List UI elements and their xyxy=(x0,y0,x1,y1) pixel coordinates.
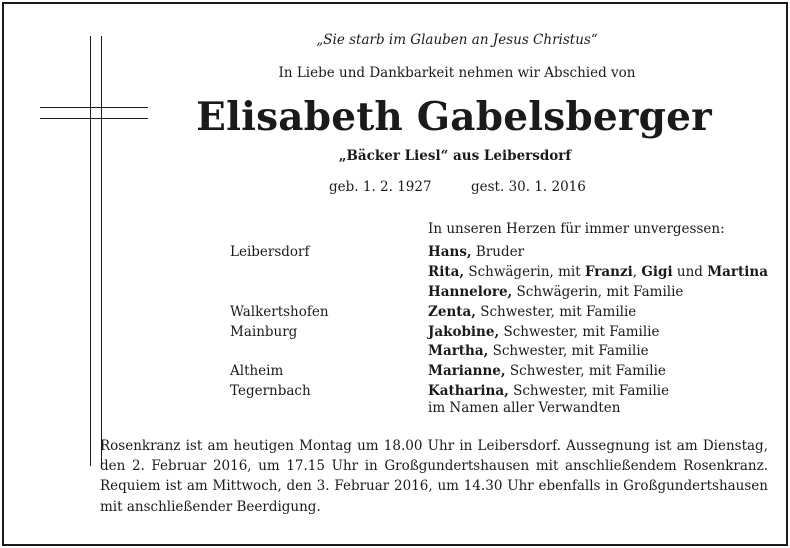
mourner-name: Hannelore, xyxy=(428,283,513,300)
nickname: „Bäcker Liesl“ aus Leibersdorf xyxy=(338,148,572,164)
mourner-name: Martina xyxy=(707,263,768,280)
birth-date: geb. 1. 2. 1927 xyxy=(329,179,432,195)
mourner-name: Hans, xyxy=(428,244,472,260)
death-date: gest. 30. 1. 2016 xyxy=(471,179,586,195)
mourner-name: Rita, xyxy=(428,263,465,280)
mourner-name: Jakobine, xyxy=(428,323,500,340)
mourner-text: Jakobine, Schwester, mit Familie xyxy=(428,323,660,340)
deceased-name: Elisabeth Gabelsberger xyxy=(196,94,712,140)
mourner-text: Hans, Bruder xyxy=(428,244,525,260)
mourner-name: Zenta, xyxy=(428,303,476,320)
mourner-name: Martha, xyxy=(428,343,489,360)
memory-line: In unseren Herzen für immer unvergessen: xyxy=(428,221,725,237)
mourner-location: Leibersdorf xyxy=(230,244,310,260)
mourner-location: Walkertshofen xyxy=(230,303,329,320)
intro-line: In Liebe und Dankbarkeit nehmen wir Abschied von xyxy=(278,65,636,81)
mourner-text: Zenta, Schwester, mit Familie xyxy=(428,303,637,320)
mourner-text: Rita, Schwägerin, mit Franzi, Gigi und Martina xyxy=(428,263,768,280)
mourner-text: Hannelore, Schwägerin, mit Familie xyxy=(428,283,684,300)
mourner-name: Katharina, xyxy=(428,383,509,400)
mourner-location: Altheim xyxy=(230,363,284,380)
motto: „Sie starb im Glauben an Jesus Christus“ xyxy=(316,32,598,48)
mourner-name: Franzi xyxy=(584,263,633,280)
mourner-location: Tegernbach xyxy=(230,383,311,400)
mourner-text: Katharina, Schwester, mit Familie xyxy=(428,383,670,400)
service-details: Rosenkranz ist am heutigen Montag um 18.00 Uhr in Leibersdorf. Aussegnung ist am Dienstag, den 2. Februar 2016, um 17.15 Uhr in Großgundertshausen mit anschließendem Rosenkranz. Requiem ist am Mittwoch, den 3. Februar 2016, um 14.30 Uhr ebenfalls in Großgundertshausen mit anschließender Beerdigung. xyxy=(100,438,768,515)
mourner-name: Gigi xyxy=(641,263,673,280)
mourner-location: Mainburg xyxy=(230,323,298,340)
mourner-name: Marianne, xyxy=(428,363,506,380)
closing-line: im Namen aller Verwandten xyxy=(428,400,621,416)
mourner-text: Martha, Schwester, mit Familie xyxy=(428,343,649,360)
mourner-text: Marianne, Schwester, mit Familie xyxy=(428,363,666,380)
